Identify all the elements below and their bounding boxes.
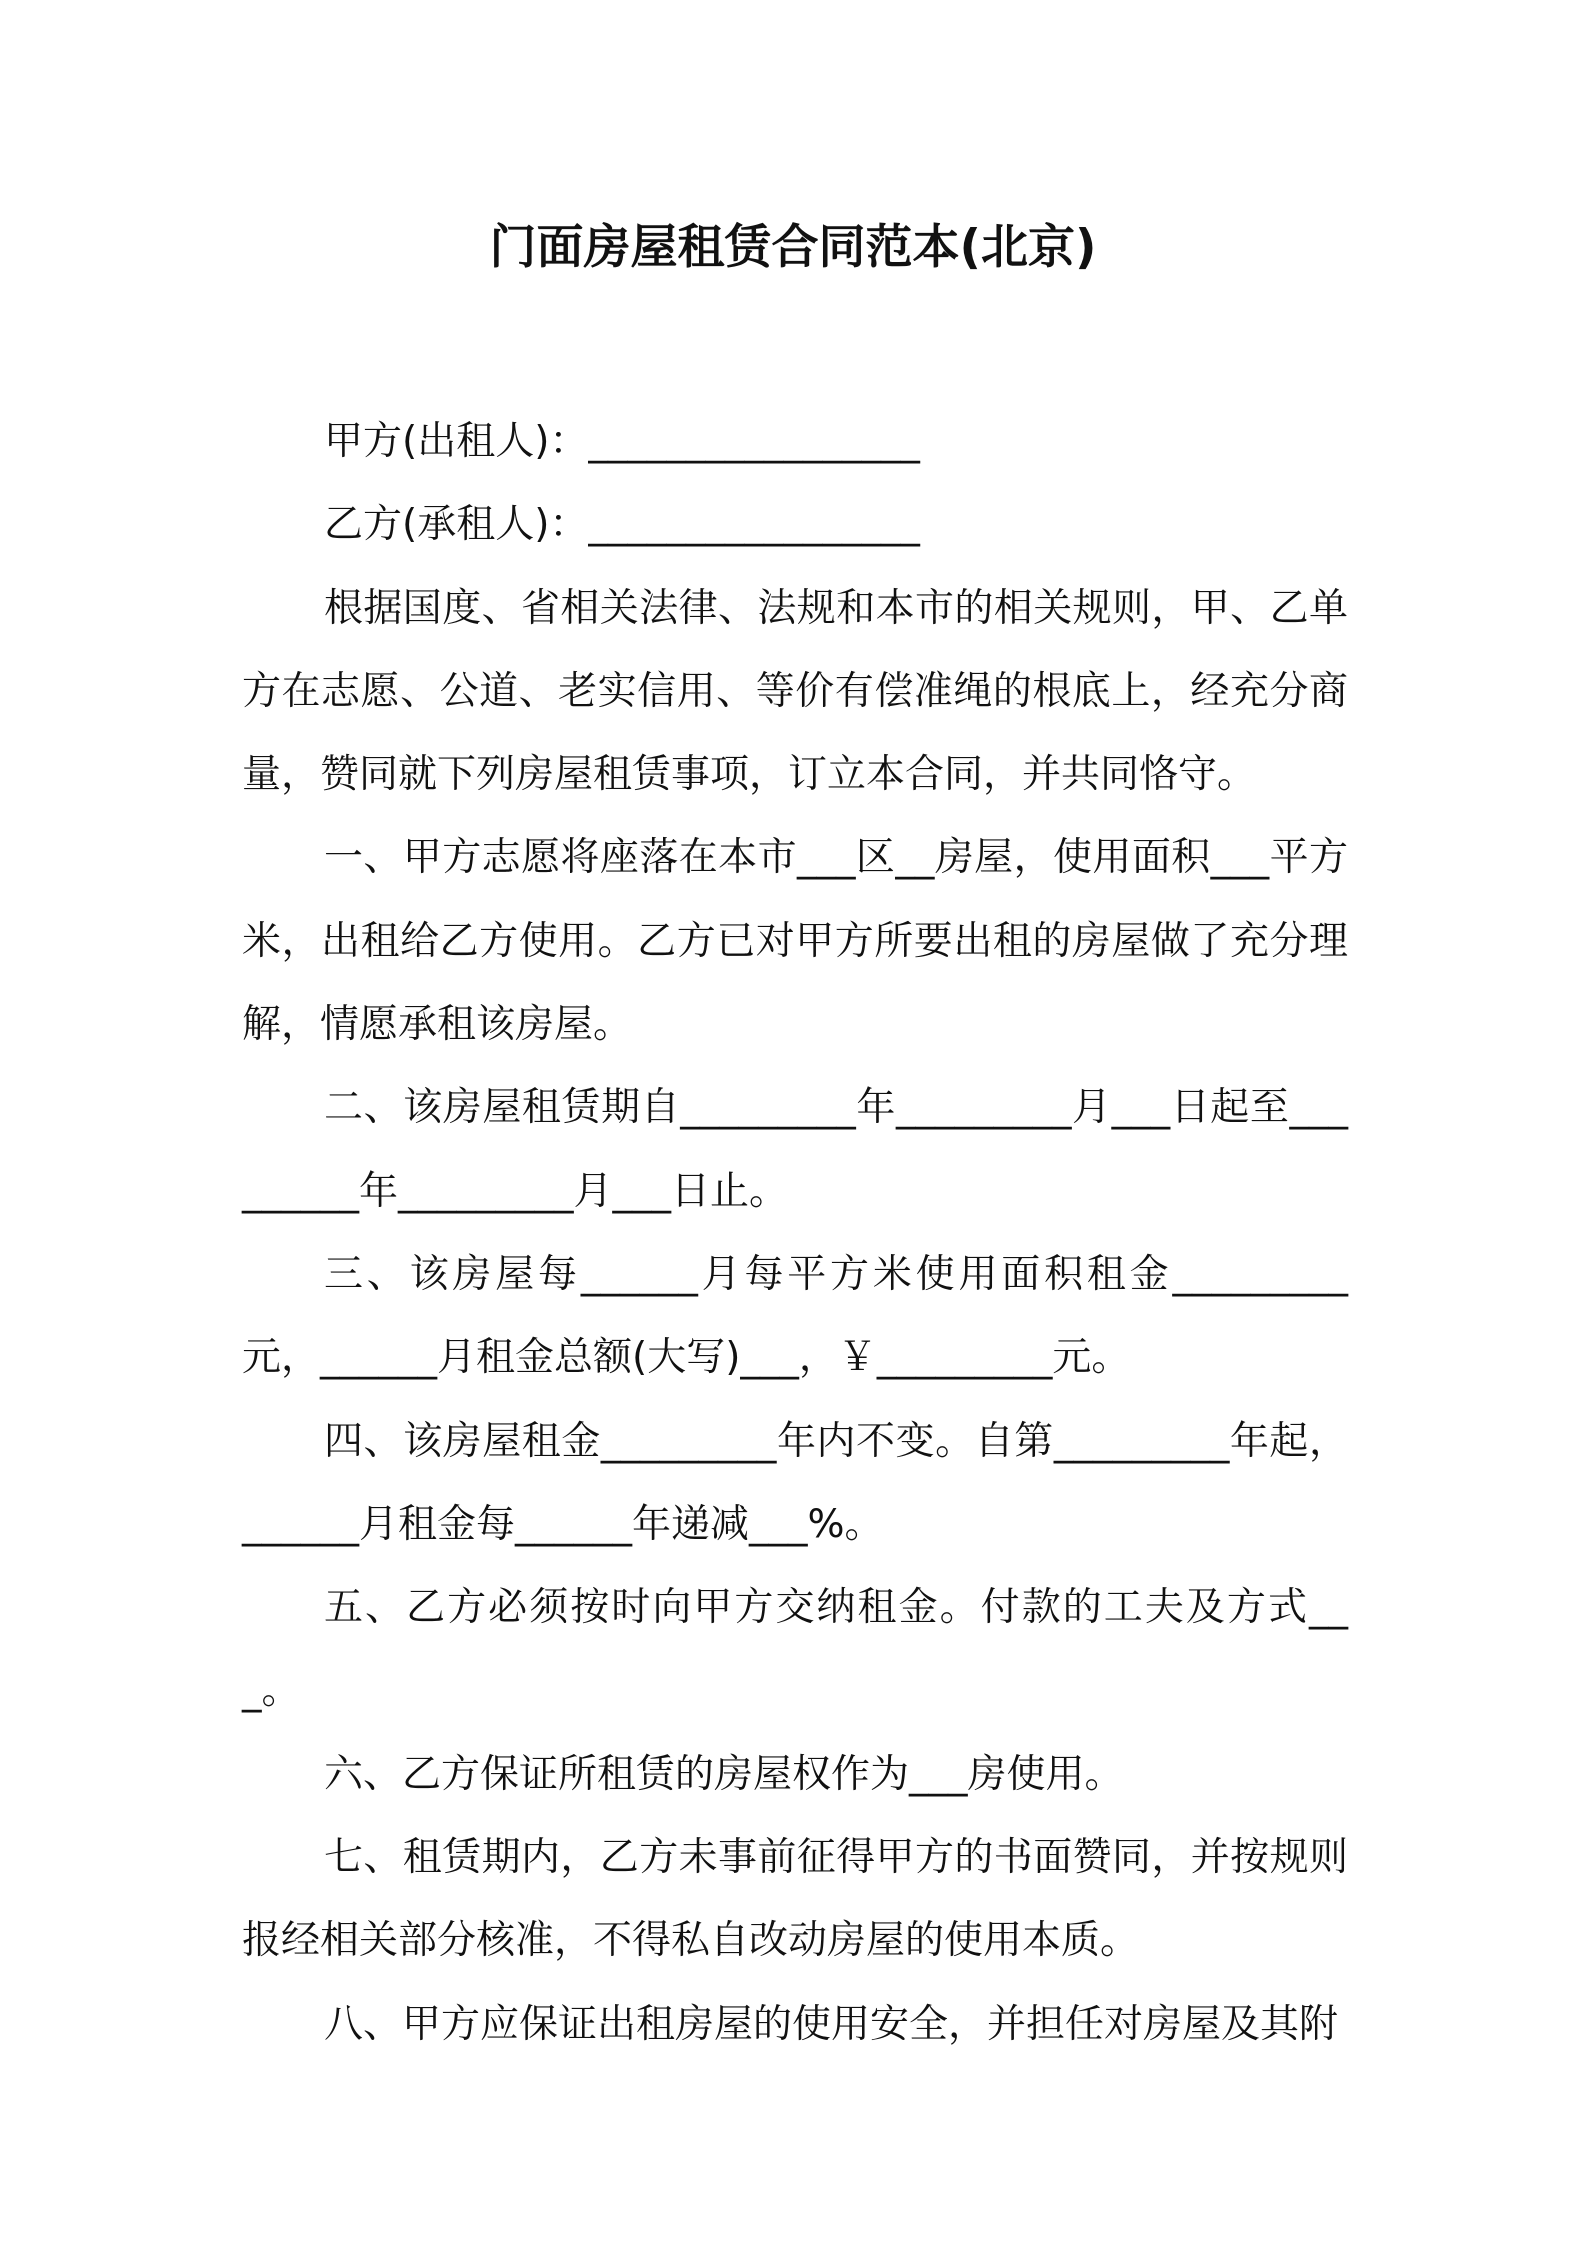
preamble-paragraph: 根据国度、省相关法律、法规和本市的相关规则，甲、乙单方在志愿、公道、老实信用、等价有偿准绳的根底上，经充分商量，赞同就下列房屋租赁事项，订立本合同，并共同恪守。 — [242, 585, 1348, 798]
clause-7-paragraph: 七、租赁期内，乙方未事前征得甲方的书面赞同，并按规则报经相关部分核准，不得私自改动房屋的使用本质。 — [242, 1835, 1348, 1964]
document-body — [242, 400, 1348, 2066]
party-b-line: 乙方(承租人)：_________________ — [324, 502, 920, 548]
clause-3-paragraph: 三、该房屋每______月每平方米使用面积租金_________元，______月租金总额(大写)___，￥_________元。 — [242, 1251, 1348, 1381]
clause-2-paragraph: 二、该房屋租赁期自_________年_________月___日起至_________年_________月___日止。 — [242, 1085, 1348, 1214]
document-title: 门面房屋租赁合同范本(北京) — [489, 220, 1097, 275]
clause-5-paragraph: 五、乙方必须按时向甲方交纳租金。付款的工夫及方式___。 — [242, 1585, 1348, 1714]
clause-4-paragraph: 四、该房屋租金_________年内不变。自第_________年起，______月租金每______年递减___%。 — [242, 1418, 1348, 1547]
clause-8-paragraph: 八、甲方应保证出租房屋的使用安全，并担任对房屋及其附 — [324, 2001, 1339, 2047]
clause-1-paragraph: 一、甲方志愿将座落在本市___区__房屋，使用面积___平方米，出租给乙方使用。乙方已对甲方所要出租的房屋做了充分理解，情愿承租该房屋。 — [242, 835, 1348, 1048]
party-a-line: 甲方(出租人)：_________________ — [324, 419, 920, 464]
clause-6-paragraph: 六、乙方保证所租赁的房屋权作为___房使用。 — [324, 1751, 1124, 1797]
